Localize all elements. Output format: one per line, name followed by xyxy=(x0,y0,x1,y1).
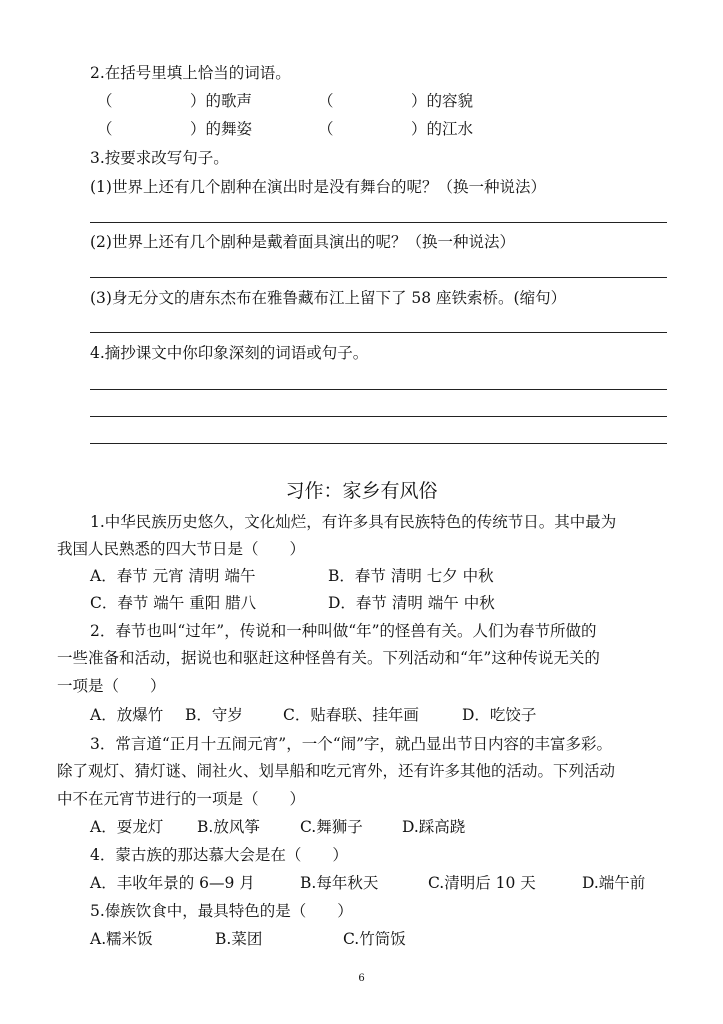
p2-q1-option-c[interactable]: C．春节 端午 重阳 腊八 xyxy=(90,594,257,612)
p2-q2-line-1: 2．春节也叫“过年”，传说和一种叫做“年”的怪兽有关。人们为春节所做的 xyxy=(90,622,597,640)
fill-blank-appearance[interactable]: （ ）的容貌 xyxy=(318,92,474,110)
p2-q4-option-b[interactable]: B.每年秋天 xyxy=(300,874,379,892)
question-3-item-2: (2)世界上还有几个剧种是戴着面具演出的呢？（换一种说法） xyxy=(90,233,515,251)
p2-q2-line-3: 一项是（ ） xyxy=(57,677,166,695)
p2-q3-option-a[interactable]: A．耍龙灯 xyxy=(90,818,164,836)
p2-q3-line-3: 中不在元宵节进行的一项是（ ） xyxy=(57,790,306,808)
p2-q1-option-d[interactable]: D．春节 清明 端午 中秋 xyxy=(328,594,495,612)
p2-q4-option-d[interactable]: D.端午前 xyxy=(582,874,646,892)
question-4-title: 4.摘抄课文中你印象深刻的词语或句子。 xyxy=(90,344,369,362)
p2-q3-option-d[interactable]: D.踩高跷 xyxy=(402,818,466,836)
p2-q2-line-2: 一些准备和活动，据说也和驱赶这种怪兽有关。下列活动和“年”这种传说无关的 xyxy=(57,649,600,667)
p2-q5-option-c[interactable]: C.竹筒饭 xyxy=(343,930,406,948)
p2-q1-option-b[interactable]: B．春节 清明 七夕 中秋 xyxy=(328,567,494,585)
question-3-title: 3.按要求改写句子。 xyxy=(90,149,229,167)
p2-q5-option-b[interactable]: B.菜团 xyxy=(215,930,263,948)
answer-line-4-2[interactable] xyxy=(90,416,667,417)
p2-q3-line-2: 除了观灯、猜灯谜、闹社火、划旱船和吃元宵外，还有许多其他的活动。下列活动 xyxy=(57,762,616,780)
p2-q5-line: 5.傣族饮食中，最具特色的是（ ） xyxy=(90,902,353,920)
answer-line-4-1[interactable] xyxy=(90,389,667,390)
p2-q1-line-1: 1.中华民族历史悠久，文化灿烂，有许多具有民族特色的传统节日。其中最为 xyxy=(90,513,617,531)
p2-q4-option-a[interactable]: A．丰收年景的 6—9 月 xyxy=(90,874,255,892)
p2-q5-option-a[interactable]: A.糯米饭 xyxy=(90,930,153,948)
fill-blank-dance[interactable]: （ ）的舞姿 xyxy=(97,120,253,138)
p2-q1-option-a[interactable]: A．春节 元宵 清明 端午 xyxy=(90,567,256,585)
answer-line-3-3[interactable] xyxy=(90,332,667,333)
fill-blank-river[interactable]: （ ）的江水 xyxy=(318,120,474,138)
section-title: 习作：家乡有风俗 xyxy=(285,480,438,502)
p2-q2-option-a[interactable]: A．放爆竹 xyxy=(90,706,164,724)
answer-line-3-2[interactable] xyxy=(90,277,667,278)
p2-q2-option-c[interactable]: C．贴春联、挂年画 xyxy=(283,706,419,724)
question-3-item-1: (1)世界上还有几个剧种在演出时是没有舞台的呢？（换一种说法） xyxy=(90,178,546,196)
p2-q4-line: 4．蒙古族的那达慕大会是在（ ） xyxy=(90,846,348,864)
p2-q2-option-d[interactable]: D．吃饺子 xyxy=(462,706,537,724)
page-number: 6 xyxy=(358,973,365,984)
p2-q4-option-c[interactable]: C.清明后 10 天 xyxy=(428,874,536,892)
answer-line-4-3[interactable] xyxy=(90,443,667,444)
question-2-title: 2.在括号里填上恰当的词语。 xyxy=(90,64,291,82)
p2-q3-option-b[interactable]: B.放风筝 xyxy=(197,818,260,836)
p2-q3-line-1: 3．常言道“正月十五闹元宵”，一个“闹”字，就凸显出节日内容的丰富多彩。 xyxy=(90,735,613,753)
answer-line-3-1[interactable] xyxy=(90,222,667,223)
p2-q3-option-c[interactable]: C.舞狮子 xyxy=(300,818,363,836)
fill-blank-singing[interactable]: （ ）的歌声 xyxy=(97,92,253,110)
p2-q2-option-b[interactable]: B．守岁 xyxy=(185,706,243,724)
p2-q1-line-2: 我国人民熟悉的四大节日是（ ） xyxy=(57,540,306,558)
question-3-item-3: (3)身无分文的唐东杰布在雅鲁藏布江上留下了 58 座铁索桥。(缩句） xyxy=(90,289,567,307)
